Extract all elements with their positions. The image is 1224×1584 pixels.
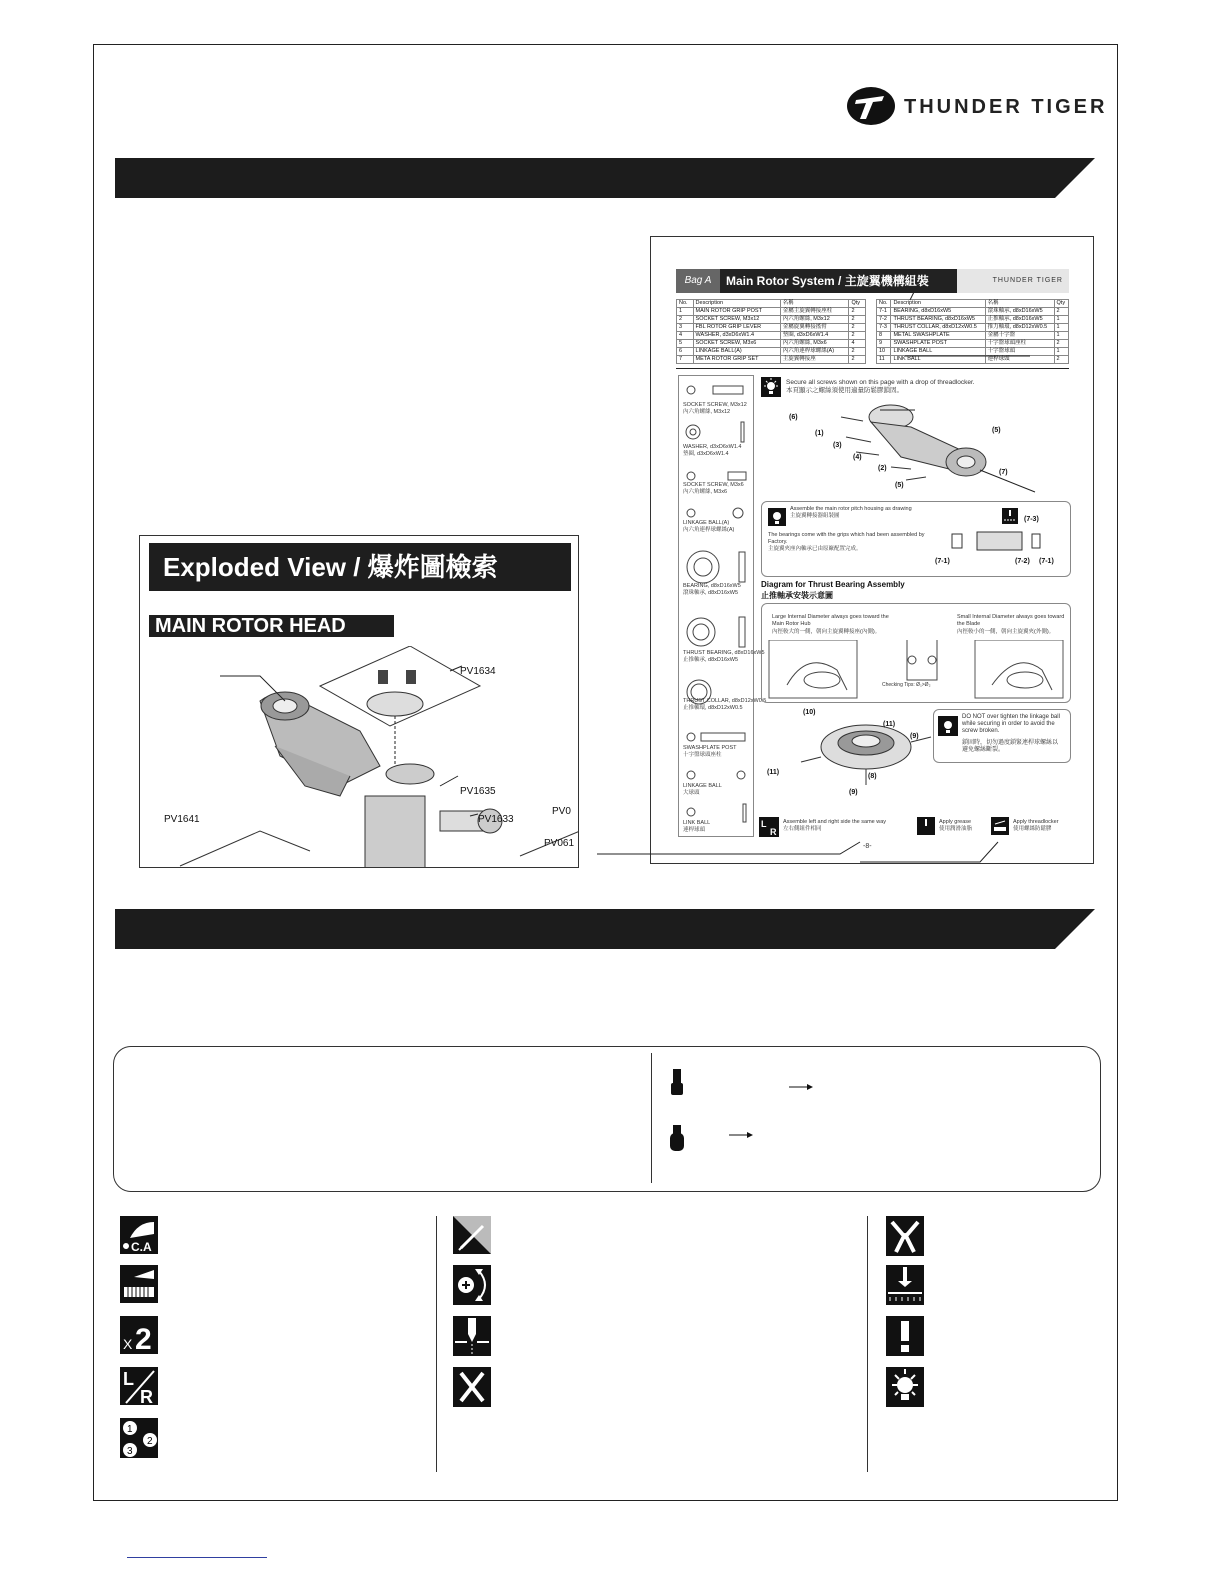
ca-glue-icon <box>120 1216 158 1254</box>
bearing-note-zh: 主旋翼夾座內軸承已由原廠配置完成。 <box>768 546 862 552</box>
cell-qty: 2 <box>849 308 866 316</box>
exploded-view-panel <box>139 535 579 868</box>
cell-desc: THRUST COLLAR, d8xD12xW0.5 <box>891 324 985 332</box>
col-header: No. <box>677 300 694 308</box>
cell-desc: MAIN ROTOR GRIP POST <box>693 308 780 316</box>
section-band-middle <box>115 909 1095 949</box>
sidebar-item-en: WASHER, d3xD6xW1.4 <box>683 444 742 450</box>
large-diameter-zh: 內徑較大的一側，朝向主旋翼轉接座(內側)。 <box>772 629 881 635</box>
cell-desc: WASHER, d3xD6xW1.4 <box>693 332 780 340</box>
manual-page-title: Main Rotor System / 主旋翼機構組裝 <box>726 274 929 288</box>
callout: (9) <box>910 733 919 740</box>
cell-zh: 墊圈, d3xD6xW1.4 <box>780 332 849 340</box>
bag-label: Bag A <box>676 269 720 293</box>
warning-zh: 鎖固時，切勿過度鎖緊連桿球螺絲以避免螺絲斷裂。 <box>962 740 1059 753</box>
sidebar-item-en: LINK BALL <box>683 820 711 826</box>
cell-desc: THRUST BEARING, d8xD16xW5 <box>891 316 985 324</box>
sequence-icon <box>120 1418 158 1458</box>
cell-desc: SOCKET SCREW, M3x12 <box>693 316 780 324</box>
grease-icon <box>886 1265 924 1305</box>
sidebar-item-en: BEARING, d8xD16xW5 <box>683 583 741 589</box>
col-header: Qty <box>1054 300 1068 308</box>
callout: (9) <box>849 789 858 796</box>
cell-no: 9 <box>877 340 891 348</box>
footer-grease-zh: 使用潤滑油脂 <box>939 826 973 832</box>
cell-qty: 2 <box>849 348 866 356</box>
cell-zh: 金屬旋翼轉接搖臂 <box>780 324 849 332</box>
pliers-icon <box>886 1216 924 1256</box>
cell-qty: 2 <box>849 356 866 364</box>
cell-zh: 十字盤球頭 <box>985 348 1054 356</box>
large-diameter-en: Large Internal Diameter always goes toward the Main Rotor Hub <box>772 614 889 627</box>
screwdriver-bit-drawings <box>669 1067 829 1157</box>
warning-en: DO NOT over tighten the linkage ball while securing in order to avoid the screw broken. <box>962 714 1060 734</box>
cell-no: 1 <box>677 308 694 316</box>
cell-zh: 主旋翼轉接座 <box>780 356 849 364</box>
cell-qty: 2 <box>1054 356 1068 364</box>
cell-no: 4 <box>677 332 694 340</box>
svg-text:2: 2 <box>135 1323 152 1354</box>
cell-no: 7-2 <box>877 316 891 324</box>
tools-box-divider <box>651 1053 652 1183</box>
cell-zh: 金屬主旋翼轉接座柱 <box>780 308 849 316</box>
rotate-icon <box>453 1265 491 1305</box>
small-diameter-zh: 內徑較小的一側，朝向主旋翼夾(外側)。 <box>957 629 1055 635</box>
sidebar-item-zh: 墊圈, d3xD6xW1.4 <box>683 451 729 457</box>
cell-qty: 2 <box>849 324 866 332</box>
svg-text:C.A: C.A <box>131 1240 152 1254</box>
cell-desc: FBL ROTOR GRIP LEVER <box>693 324 780 332</box>
cell-qty: 2 <box>849 316 866 324</box>
callout: (8) <box>868 773 877 780</box>
cell-desc: METAL SWASHPLATE <box>891 332 985 340</box>
callout: (11) <box>767 769 780 776</box>
callout: (7-2) <box>1015 558 1030 565</box>
cell-no: 6 <box>677 348 694 356</box>
checking-tips: Checking Tips: Ø₁>Ø₂ <box>882 682 931 688</box>
sidebar-item-zh: 滾珠軸承, d8xD16xW5 <box>683 590 739 596</box>
tip-threadlocker-zh: 本頁顯示之螺絲須使用適量防鬆膠鎖固。 <box>786 387 903 394</box>
sidebar-item-zh: 內六角連桿球螺絲(A) <box>683 527 735 533</box>
cell-no: 2 <box>677 316 694 324</box>
threadlocker-icon <box>120 1265 158 1303</box>
callout: (7-1) <box>935 558 950 565</box>
callout: (1) <box>815 430 824 437</box>
footer-grease-en: Apply grease <box>939 819 972 825</box>
sidebar-item-en: THRUST BEARING, d8xD16xW5 <box>683 650 765 656</box>
callout: (4) <box>853 454 862 461</box>
cell-zh: 連桿球頭 <box>985 356 1054 364</box>
diagram-title-zh: 止推軸承安裝示意圖 <box>761 591 833 600</box>
pitch-tip-zh: 主旋翼轉接器組裝圖 <box>790 513 840 519</box>
cell-desc: LINK BALL <box>891 356 985 364</box>
cell-zh: 內六角螺絲, M3x6 <box>780 340 849 348</box>
svg-text:R: R <box>770 827 777 837</box>
col-header: 名稱 <box>985 300 1054 308</box>
svg-text:L: L <box>123 1369 134 1389</box>
bearing-note-en: The bearings come with the grips which had been assembled by Factory. <box>768 532 925 545</box>
cell-desc: SOCKET SCREW, M3x6 <box>693 340 780 348</box>
legend-divider <box>867 1216 868 1472</box>
cell-desc: BEARING, d8xD16xW5 <box>891 308 985 316</box>
cell-qty: 2 <box>1054 340 1068 348</box>
part-code: PV0 <box>552 806 571 817</box>
svg-text:R: R <box>140 1387 153 1405</box>
cell-desc: SWASHPLATE POST <box>891 340 985 348</box>
sidebar-item-zh: 連桿球頭 <box>683 827 706 833</box>
col-header: Qty <box>849 300 866 308</box>
manual-page-logo: THUNDER TIGER <box>957 269 1069 293</box>
cell-qty: 1 <box>1054 316 1068 324</box>
svg-text:3: 3 <box>127 1446 133 1457</box>
tip-threadlocker-en: Secure all screws shown on this page with a drop of threadlocker. <box>786 379 975 386</box>
sidebar-item-zh: 內六角螺絲, M3x6 <box>683 489 728 495</box>
col-header: Description <box>891 300 985 308</box>
cell-zh: 滾珠軸承, d8xD16xW5 <box>985 308 1054 316</box>
cell-no: 11 <box>877 356 891 364</box>
footer-threadlocker-zh: 使用螺絲防鬆膠 <box>1013 826 1052 832</box>
svg-text:L: L <box>761 819 767 829</box>
diagram-title-en: Diagram for Thrust Bearing Assembly <box>761 580 905 589</box>
sidebar-item-en: SOCKET SCREW, M3x6 <box>683 482 744 488</box>
svg-text:2: 2 <box>147 1436 153 1447</box>
col-header: 名稱 <box>780 300 849 308</box>
cell-zh: 內六角螺絲, M3x12 <box>780 316 849 324</box>
rotor-head-drawing <box>140 646 579 868</box>
callout: (10) <box>803 709 816 716</box>
svg-text:1: 1 <box>127 1424 133 1435</box>
tools-info-box <box>113 1046 1101 1192</box>
cell-zh: 止推軸承, d8xD16xW5 <box>985 316 1054 324</box>
sidebar-item-en: LINKAGE BALL <box>683 783 722 789</box>
cell-zh: 內六角連桿球螺絲(A) <box>780 348 849 356</box>
footer-link-rule <box>127 1557 267 1558</box>
brand-name: THUNDER TIGER <box>904 96 1108 118</box>
sidebar-item-zh: 止推軸承, d8xD16xW5 <box>683 657 739 663</box>
callout: (11) <box>883 721 896 728</box>
footer-threadlocker-en: Apply threadlocker <box>1013 819 1059 825</box>
sidebar-item-en: LINKAGE BALL(A) <box>683 520 730 526</box>
cell-zh: 金屬十字盤 <box>985 332 1054 340</box>
part-code: PV1635 <box>460 786 496 797</box>
cell-no: 10 <box>877 348 891 356</box>
small-diameter-en: Small Internal Diameter always goes toward the Blade <box>957 614 1065 627</box>
cell-no: 7-3 <box>877 324 891 332</box>
part-code: PV1641 <box>164 814 200 825</box>
remove-x-icon <box>453 1367 491 1407</box>
cell-no: 5 <box>677 340 694 348</box>
cell-no: 7 <box>677 356 694 364</box>
part-code: PV1634 <box>460 666 496 677</box>
part-code: PV061 <box>544 838 575 849</box>
page-number: -8- <box>863 843 872 850</box>
callout: (5) <box>992 427 1001 434</box>
col-header: No. <box>877 300 891 308</box>
sidebar-item-zh: 十字盤球頭座柱 <box>683 752 722 758</box>
sidebar-item-zh: 內六角螺絲, M3x12 <box>683 409 731 415</box>
footer-lr-zh: 左右側組件相同 <box>783 826 822 832</box>
callout: (6) <box>789 414 798 421</box>
tip-bulb-icon <box>886 1367 924 1407</box>
exploded-view-title: Exploded View / 爆炸圖檢索 <box>149 543 571 591</box>
callout: (3) <box>833 442 842 449</box>
exploded-view-subtitle: MAIN ROTOR HEAD <box>149 615 394 637</box>
cell-desc: LINKAGE BALL(A) <box>693 348 780 356</box>
cell-no: 7-1 <box>877 308 891 316</box>
callout: (5) <box>895 482 904 489</box>
cell-zh: 推力軸環, d8xD12xW0.5 <box>985 324 1054 332</box>
col-header: Description <box>693 300 780 308</box>
caution-icon <box>886 1316 924 1356</box>
cell-qty: 4 <box>849 340 866 348</box>
callout: (2) <box>878 465 887 472</box>
cell-zh: 十字盤球頭座柱 <box>985 340 1054 348</box>
cell-qty: 2 <box>1054 308 1068 316</box>
left-right-icon <box>120 1367 158 1405</box>
cell-no: 3 <box>677 324 694 332</box>
cell-qty: 1 <box>1054 324 1068 332</box>
sidebar-item-en: SWASHPLATE POST <box>683 745 737 751</box>
cell-no: 8 <box>877 332 891 340</box>
callout: (7) <box>999 469 1008 476</box>
cell-qty: 2 <box>849 332 866 340</box>
sidebar-item-zh: 止推軸環, d8xD12xW0.5 <box>683 705 743 711</box>
part-code: PV1633 <box>478 814 514 825</box>
footer-lr-en: Assemble left and right side the same way <box>783 819 887 825</box>
cell-desc: META ROTOR GRIP SET <box>693 356 780 364</box>
cell-qty: 1 <box>1054 348 1068 356</box>
sidebar-item-zh: 大球頭 <box>683 790 700 796</box>
legend-divider <box>436 1216 437 1472</box>
drill-icon <box>453 1316 491 1356</box>
cell-qty: 1 <box>1054 332 1068 340</box>
cut-icon <box>453 1216 491 1254</box>
callout: (7-1) <box>1039 558 1054 565</box>
pitch-tip-en: Assemble the main rotor pitch housing as drawing <box>790 506 912 512</box>
sidebar-item-en: SOCKET SCREW, M3x12 <box>683 402 747 408</box>
times-two-icon <box>120 1316 158 1354</box>
cell-desc: LINKAGE BALL <box>891 348 985 356</box>
sidebar-item-en: THRUST COLLAR, d8xD12xW0.5 <box>683 698 767 704</box>
svg-text:X: X <box>123 1336 133 1352</box>
callout: (7-3) <box>1024 516 1039 523</box>
